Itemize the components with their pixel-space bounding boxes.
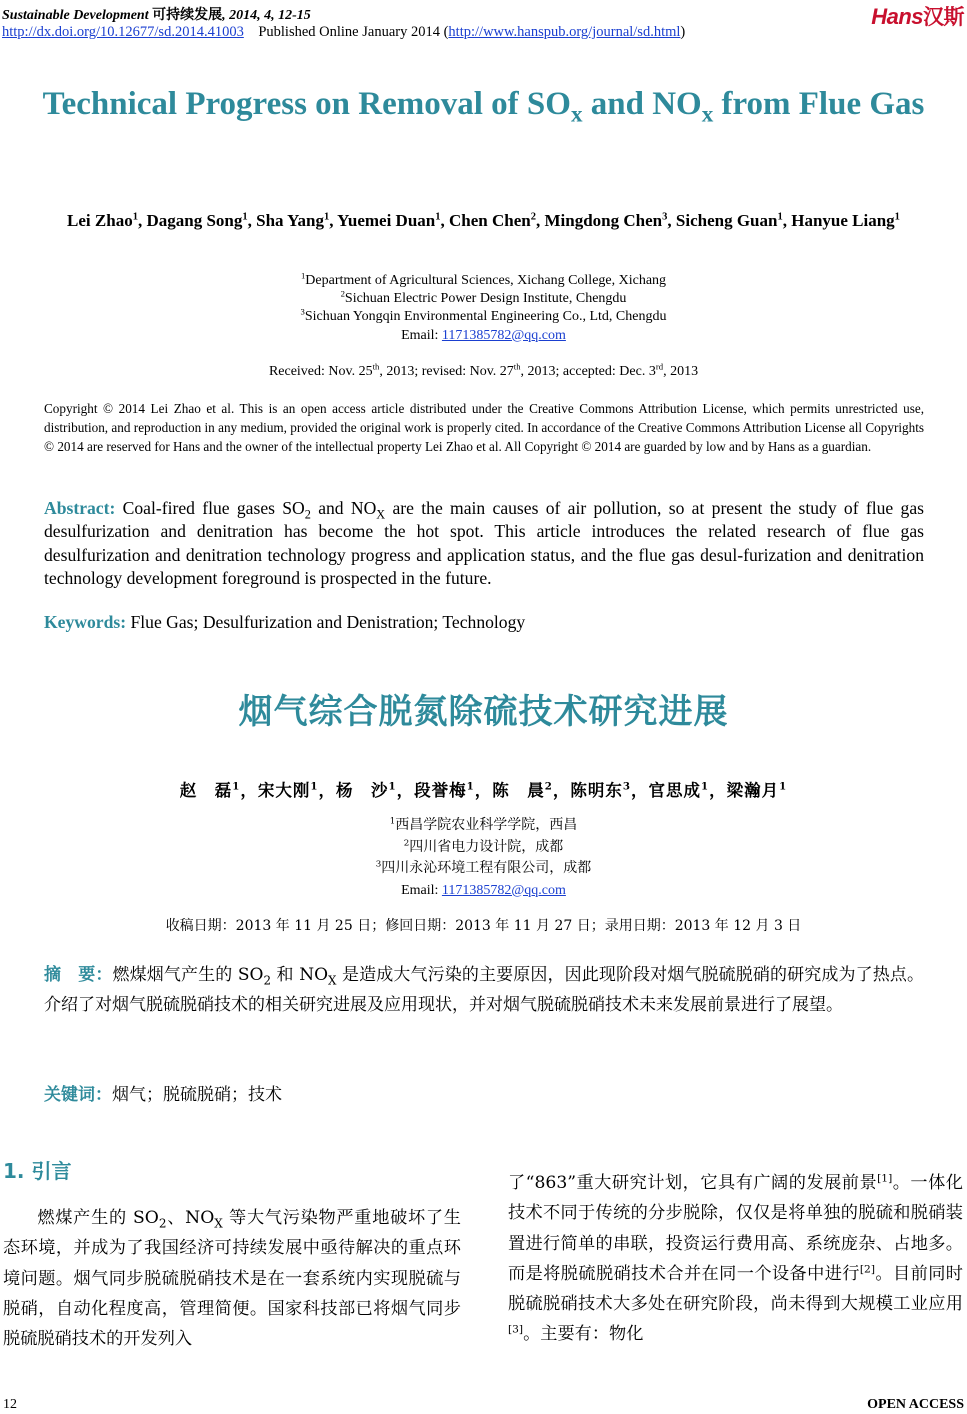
author-name: Hanyue Liang — [791, 211, 895, 230]
author-affiliation-mark: 1 — [435, 211, 441, 223]
accepted-text: , 2013; accepted: Dec. 3 — [520, 364, 656, 379]
page-header — [0, 0, 967, 50]
doi-line — [2, 24, 685, 41]
open-access-label: OPEN ACCESS — [867, 1397, 964, 1412]
author-name: Chen Chen — [449, 211, 531, 230]
citation-ref[interactable]: [2] — [859, 1262, 875, 1276]
author-name: 官思成 — [648, 781, 701, 800]
affiliation-number: 2 — [340, 288, 345, 299]
cn-abstract-label: 摘 要： — [44, 965, 113, 985]
journal-name-cn: 可持续发展 — [152, 8, 223, 23]
affiliation — [40, 815, 927, 837]
journal-url-link[interactable]: http://www.hanspub.org/journal/sd.html — [448, 24, 681, 40]
ordinal-suffix: th — [513, 361, 521, 372]
revised-text: , 2013; revised: Nov. 27 — [379, 364, 514, 379]
abstract-en — [44, 497, 924, 590]
author-name: 梁瀚月 — [726, 781, 780, 800]
affiliation-number: 1 — [300, 270, 306, 281]
email-label: Email: — [401, 327, 442, 343]
author: Yuemei Duan$^1$, — [337, 211, 450, 230]
page-number: 12 — [3, 1397, 17, 1412]
doi-link[interactable]: http://dx.doi.org/10.12677/sd.2014.41003 — [2, 24, 244, 40]
affiliations-en — [40, 272, 927, 345]
paper-title-en — [40, 83, 927, 125]
body-text: 、NO — [166, 1208, 215, 1228]
affiliation-number: 3 — [375, 859, 382, 870]
author: 杨 沙$^1$， — [336, 780, 415, 800]
affiliation-number: 2 — [403, 837, 410, 848]
author-name: 陈 晨 — [492, 781, 545, 800]
author-affiliation-mark: 1 — [701, 780, 710, 793]
abstract-cn — [44, 961, 924, 1020]
author — [727, 781, 788, 800]
cn-email-link[interactable]: 1171385782@qq.com — [441, 882, 566, 898]
author: 陈 晨$^2$， — [492, 780, 571, 800]
author-affiliation-mark: 1 — [310, 780, 319, 793]
body-text: 燃煤产生的 SO — [37, 1208, 159, 1228]
affiliation-number: 1 — [389, 816, 396, 827]
keywords-en — [44, 612, 924, 633]
hans-logo — [871, 1, 964, 31]
author-name: 段誉梅 — [414, 781, 467, 800]
body-text: 了“863”重大研究计划，它具有广阔的发展前景 — [508, 1173, 878, 1193]
cn-abstract-subscript: 2 — [263, 973, 272, 988]
section-number: 1. — [3, 1159, 32, 1183]
author-name: Sha Yang — [256, 211, 325, 230]
ordinal-suffix: th — [372, 361, 380, 372]
author-name: Mingdong Chen — [544, 211, 663, 230]
abstract-text: and NO — [310, 498, 377, 518]
body-subscript: X — [214, 1216, 223, 1231]
abstract-subscript: 2 — [304, 507, 311, 522]
journal-volume: , 2014, 4, 12-15 — [222, 8, 311, 23]
affiliation — [40, 858, 927, 880]
author: Sicheng Guan$^1$, — [675, 211, 792, 230]
author-affiliation-mark: 3 — [662, 211, 668, 223]
cn-keywords-label: 关键词： — [44, 1085, 112, 1105]
body-text: 。目前同时脱硫脱硝技术大多处在研究阶段，尚未得到大规模工业应用 — [508, 1263, 963, 1315]
cn-abstract-text: 燃煤烟气产生的 SO — [112, 965, 264, 985]
keywords-cn — [44, 1080, 924, 1105]
abstract-text: are the main causes of air pollution, so at present the study of flue gas desulfurization and denitration has become the hot spot. This article introduces the related research of flue gas desulfurization and denitration technology progress and application status, and the flue gas desul-furization and denitration technology development foreground is prospected in the future. — [44, 498, 924, 588]
body-subscript: 2 — [158, 1216, 167, 1231]
affiliation — [40, 837, 927, 859]
author-list-cn — [40, 777, 927, 801]
journal-name-en: Sustainable Development — [2, 8, 149, 23]
author-affiliation-mark: 1 — [324, 211, 330, 223]
author-affiliation-mark: 1 — [779, 780, 788, 793]
author: 官思成$^1$， — [648, 780, 727, 800]
author-name: 宋大刚 — [257, 781, 311, 800]
journal-citation — [2, 4, 311, 24]
section-title: 引言 — [31, 1159, 72, 1183]
author: 赵 磊$^1$， — [179, 780, 258, 800]
abstract-text: Coal-fired flue gases SO — [115, 498, 305, 518]
affiliations-cn — [40, 815, 927, 901]
title-subscript: x — [701, 100, 714, 127]
body-column-left — [3, 1203, 461, 1354]
affiliation-text: 四川省电力设计院，成都 — [409, 838, 564, 855]
received-text: Received: Nov. 25 — [268, 364, 373, 379]
keywords-text: Flue Gas; Desulfurization and Denistration; Technology — [126, 612, 526, 632]
affiliation-text: 西昌学院农业科学学院，西昌 — [395, 817, 578, 833]
year-text: , 2013 — [663, 364, 699, 379]
author-affiliation-mark: 2 — [544, 780, 553, 793]
author-list-en — [40, 209, 927, 233]
author: Lei Zhao$^1$, — [67, 211, 147, 230]
author-affiliation-mark: 1 — [242, 211, 248, 223]
author-name: 陈明东 — [570, 781, 623, 800]
paper-title-cn: 烟气综合脱氮除硫技术研究进展 — [238, 692, 729, 732]
title-part: and NO — [582, 86, 702, 122]
published-close: ) — [680, 24, 686, 40]
author-affiliation-mark: 1 — [232, 780, 241, 793]
affiliation — [40, 308, 927, 326]
title-subscript: x — [570, 100, 583, 127]
cn-keywords-text: 烟气；脱硫脱硝；技术 — [112, 1085, 282, 1105]
author-affiliation-mark: 3 — [622, 780, 631, 793]
author-name: 杨 沙 — [336, 781, 389, 800]
section-heading — [3, 1155, 71, 1184]
email-label: Email: — [401, 882, 442, 898]
author: 陈明东$^3$， — [570, 780, 649, 800]
logo-text-en: Hans — [871, 4, 923, 29]
body-column-right — [508, 1168, 963, 1350]
email-link[interactable]: 1171385782@qq.com — [441, 327, 566, 343]
author-affiliation-mark: 2 — [530, 211, 536, 223]
cn-email-line — [40, 880, 927, 902]
author-name: Lei Zhao — [67, 211, 133, 230]
body-text: 。一体化技术不同于传统的分步脱除，仅仅是将单独的脱硫和脱硝装置进行简单的串联，投资运行费用高、系统庞杂、占地多。而是将脱硫脱硝技术合并在同一个设备中进行 — [508, 1173, 963, 1284]
body-text: 。主要有：物化 — [523, 1324, 644, 1345]
abstract-subscript: X — [376, 507, 386, 522]
author: 宋大刚$^1$， — [257, 780, 336, 800]
ordinal-suffix: rd — [655, 361, 664, 372]
cn-abstract-text: 和 NO — [271, 965, 329, 985]
keywords-label: Keywords: — [44, 612, 127, 632]
affiliation-text: Sichuan Yongqin Environmental Engineering Co., Ltd, Chengdu — [304, 309, 667, 325]
author-affiliation-mark: 1 — [777, 211, 783, 223]
copyright-notice: Copyright © 2014 Lei Zhao et al. This is an open access article distributed under the Creative Commons Attribution License, which permits unrestricted use, distribution, and reproduction in any medium, provided the original work is properly cited. In accordance of the Creative Commons Attribution License all Copyrights © 2014 are reserved for Hans and the owner of the intellectual property Lei Zhao et al. All Copyright © 2014 are guarded by low and by Hans as a guardian. — [44, 401, 924, 454]
author-affiliation-mark: 1 — [466, 780, 475, 793]
author — [791, 211, 900, 230]
logo-text-cn: 汉斯 — [923, 6, 964, 29]
title-part: Technical Progress on Removal of SO — [42, 86, 571, 122]
affiliation-text: 四川永沁环境工程有限公司，成都 — [381, 860, 592, 876]
body-text: 等大气污染物严重地破坏了生态环境，并成为了我国经济可持续发展中亟待解决的重点环境问题。烟气同步脱硫脱硝技术是在一套系统内实现脱硫与脱硝，自动化程度高，管理简便。国家科技部已将烟气同步脱硫脱硝技术的开发列入 — [3, 1208, 461, 1350]
author-affiliation-mark: 1 — [894, 211, 900, 223]
citation-ref[interactable]: [3] — [508, 1322, 524, 1336]
affiliation — [40, 272, 927, 290]
citation-ref[interactable]: [1] — [877, 1171, 893, 1185]
author: Dagang Song$^1$, — [146, 211, 257, 230]
abstract-label: Abstract: — [44, 498, 116, 518]
affiliation-text: Department of Agricultural Sciences, Xichang College, Xichang — [305, 273, 667, 288]
affiliation — [40, 290, 927, 308]
received-dates — [40, 361, 927, 380]
author-name: 赵 磊 — [179, 781, 233, 800]
cn-abstract-text: 是造成大气污染的主要原因，因此现阶段对烟气脱硫脱硝的研究成为了热点。介绍了对烟气脱硫脱硝技术的相关研究进展及应用现状，并对烟气脱硫脱硝技术未来发展前景进行了展望。 — [44, 965, 924, 1015]
author: Mingdong Chen$^3$, — [544, 211, 676, 230]
author: 段誉梅$^1$， — [414, 780, 493, 800]
email-line — [40, 327, 927, 345]
affiliation-text: Sichuan Electric Power Design Institute, Chengdu — [344, 291, 627, 307]
author-name: Yuemei Duan — [337, 211, 436, 230]
received-dates-cn: 收稿日期：2013 年 11 月 25 日；修回日期：2013 年 11 月 27 日；录用日期：2013 年 12 月 3 日 — [165, 918, 802, 934]
author-name: Sicheng Guan — [675, 211, 778, 230]
title-part: from Flue Gas — [713, 86, 925, 122]
author-name: Dagang Song — [146, 211, 243, 230]
affiliation-number: 3 — [300, 306, 305, 317]
cn-abstract-subscript: X — [328, 973, 337, 988]
author: Chen Chen$^2$, — [449, 211, 545, 230]
author: Sha Yang$^1$, — [256, 211, 338, 230]
author-affiliation-mark: 1 — [388, 780, 397, 793]
published-text: Published Online January 2014 ( — [258, 24, 449, 40]
author-affiliation-mark: 1 — [132, 211, 138, 223]
